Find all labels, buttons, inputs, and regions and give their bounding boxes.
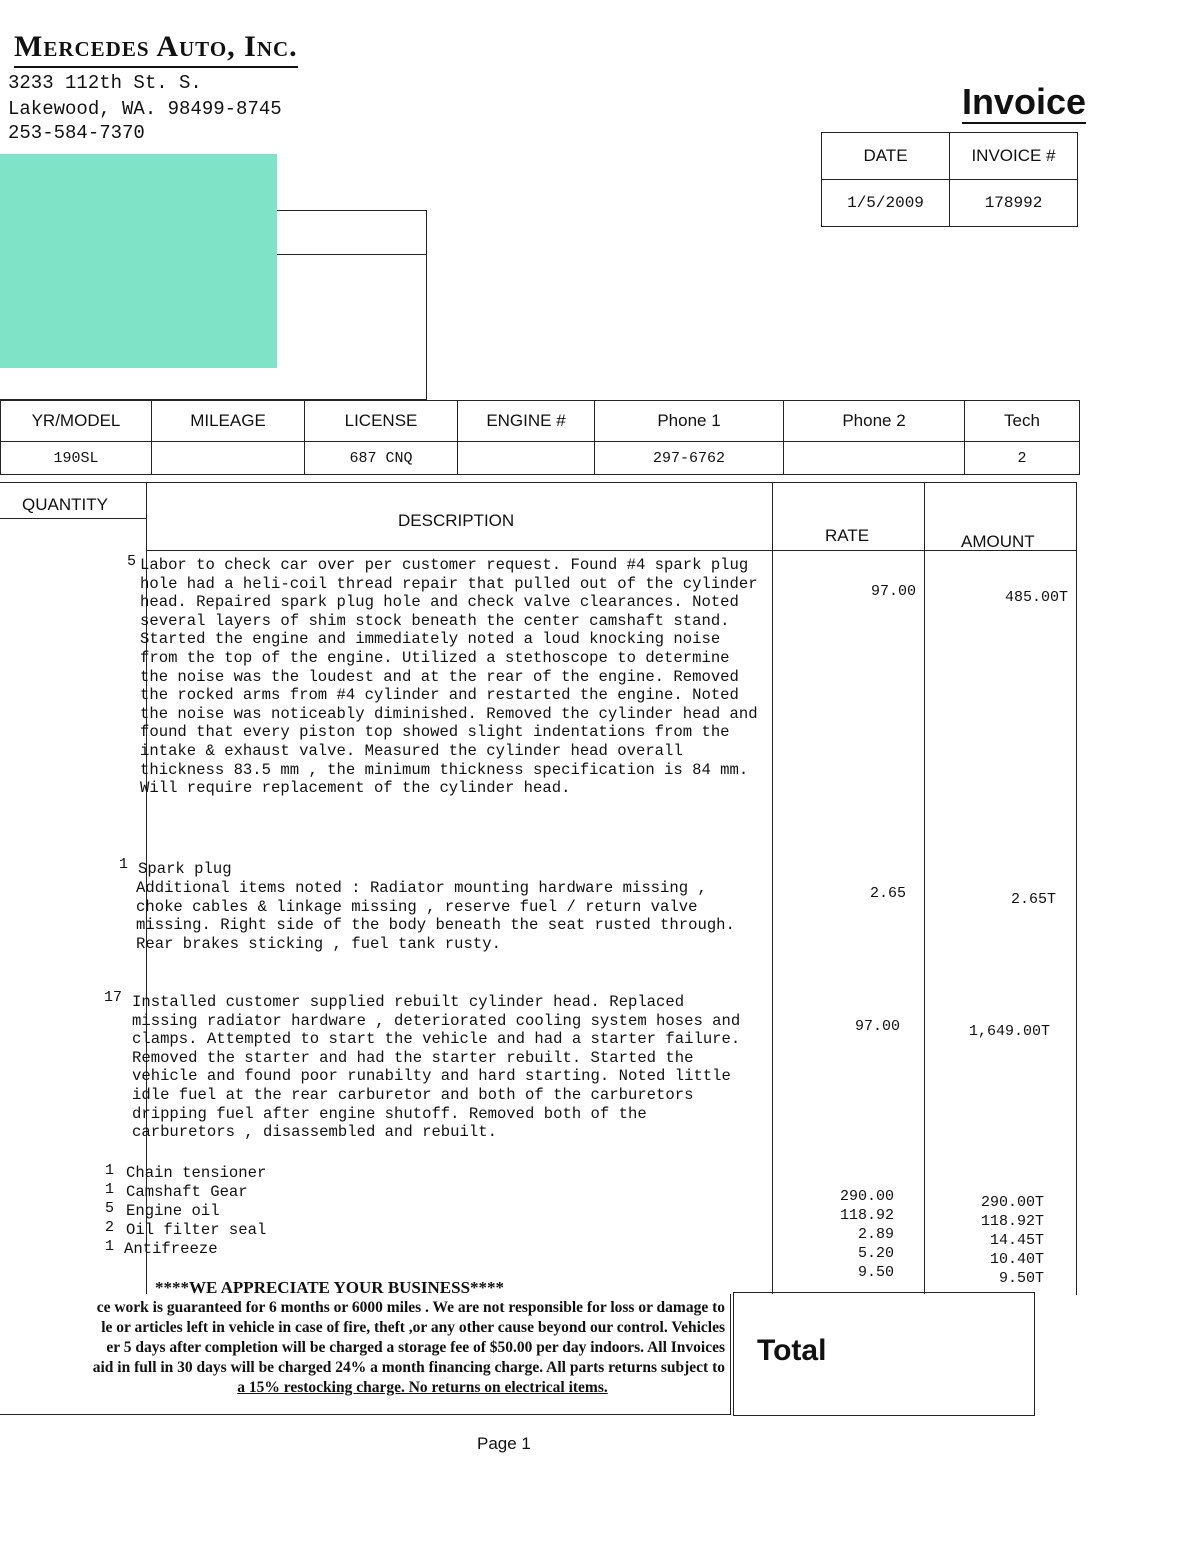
invoice-number-header: INVOICE # — [950, 133, 1078, 180]
vehicle-engine — [458, 442, 595, 475]
vehicle-header-mileage: MILEAGE — [152, 401, 305, 442]
item-description: Camshaft Gear — [126, 1183, 248, 1201]
item-rate: 97.00 — [870, 583, 916, 600]
vehicle-phone1: 297-6762 — [595, 442, 784, 475]
column-divider-rate — [924, 482, 925, 1294]
vehicle-header-yr-model: YR/MODEL — [1, 401, 152, 442]
item-description: Additional items noted : Radiator mounting hardware missing , choke cables & linkage missing , reserve fuel / return valve missing. Right side of the body beneath the seat rusted through. Rear brakes sticking , fuel tank rusty. — [136, 879, 745, 953]
column-divider-description — [772, 482, 773, 1294]
item-rate: 97.00 — [854, 1018, 900, 1035]
terms-line: ce work is guaranteed for 6 months or 6000 miles . We are not responsible for loss or damage to — [96, 1299, 725, 1316]
item-rate: 290.00 — [839, 1188, 894, 1205]
company-address-line2: Lakewood, WA. 98499-8745 — [8, 98, 282, 120]
item-rate: 5.20 — [857, 1245, 894, 1262]
vehicle-header-license: LICENSE — [305, 401, 458, 442]
item-qty: 2 — [104, 1219, 114, 1236]
item-amount: 290.00T — [980, 1194, 1044, 1211]
item-qty: 5 — [126, 553, 136, 570]
vehicle-license: 687 CNQ — [305, 442, 458, 475]
vehicle-phone2 — [784, 442, 965, 475]
terms-text — [0, 1298, 725, 1398]
terms-line: le or articles left in vehicle in case of fire, theft ,or any other cause beyond our control. Vehicles — [101, 1319, 725, 1336]
item-qty: 1 — [118, 856, 128, 873]
company-address-line1: 3233 112th St. S. — [8, 72, 202, 94]
item-description: Chain tensioner — [126, 1164, 267, 1182]
header-underline-main — [146, 550, 1076, 551]
item-rate: 9.50 — [857, 1264, 894, 1281]
vehicle-tech: 2 — [965, 442, 1080, 475]
total-label: Total — [757, 1334, 827, 1367]
thank-you-message: ****WE APPRECIATE YOUR BUSINESS**** — [155, 1278, 505, 1297]
item-qty: 5 — [104, 1200, 114, 1217]
document-title: Invoice — [961, 81, 1086, 122]
item-qty: 1 — [104, 1162, 114, 1179]
invoice-info-table — [821, 132, 1078, 227]
redaction-block — [0, 154, 277, 368]
item-qty: 1 — [104, 1181, 114, 1198]
item-description: Antifreeze — [124, 1240, 218, 1258]
item-description: Oil filter seal — [126, 1221, 267, 1239]
terms-line: aid in full in 30 days will be charged 24% a month financing charge. All parts returns subject to — [92, 1359, 725, 1376]
item-qty: 1 — [104, 1238, 114, 1255]
item-amount: 118.92T — [980, 1213, 1044, 1230]
amount-header: AMOUNT — [961, 532, 1035, 551]
item-description: Spark plug — [138, 860, 232, 878]
vehicle-header-engine: ENGINE # — [458, 401, 595, 442]
item-amount: 9.50T — [998, 1270, 1044, 1287]
item-rate: 2.89 — [857, 1226, 894, 1243]
header-underline-quantity — [0, 518, 146, 519]
item-qty: 17 — [103, 989, 122, 1006]
quantity-header: QUANTITY — [22, 495, 108, 514]
vehicle-table — [0, 400, 1080, 475]
item-amount: 485.00T — [1004, 589, 1068, 606]
vehicle-header-phone1: Phone 1 — [595, 401, 784, 442]
vehicle-mileage — [152, 442, 305, 475]
description-header: DESCRIPTION — [398, 511, 515, 530]
item-description: Engine oil — [126, 1202, 220, 1220]
rate-header: RATE — [825, 526, 870, 545]
invoice-date: 1/5/2009 — [822, 180, 950, 227]
item-amount: 2.65T — [1010, 891, 1056, 908]
bill-to-divider — [277, 254, 426, 255]
item-description: Labor to check car over per customer request. Found #4 spark plug hole had a heli-coil thread repair that pulled out of the cylinder head. Repaired spark plug hole and check valve clearances. Noted several layers of shim stock beneath the center camshaft stand. Started the engine and immediately noted a loud knocking noise from the top of the engine. Utilized a stethoscope to determine the noise was the loudest and at the rear of the engine. Removed the rocked arms from #4 cylinder and restarted the engine. Noted the noise was noticeably diminished. Removed the cylinder head and found that every piston top showed slight indentations from the intake & exhaust valve. Measured the cylinder head overall thickness 83.5 mm , the minimum thickness specification is 84 mm. Will require replacement of the cylinder head. — [140, 556, 767, 798]
item-amount: 10.40T — [989, 1251, 1044, 1268]
invoice-number: 178992 — [950, 180, 1078, 227]
company-name: Mercedes Auto, Inc. — [14, 30, 298, 68]
item-amount: 14.45T — [989, 1232, 1044, 1249]
terms-line: er 5 days after completion will be charged a storage fee of $50.00 per day indoors. All Invoices — [106, 1339, 725, 1356]
item-amount: 1,649.00T — [968, 1023, 1050, 1040]
item-rate: 118.92 — [839, 1207, 894, 1224]
terms-line: a 15% restocking charge. No returns on electrical items. — [237, 1379, 608, 1396]
company-phone: 253-584-7370 — [8, 122, 145, 144]
date-header: DATE — [822, 133, 950, 180]
vehicle-header-phone2: Phone 2 — [784, 401, 965, 442]
vehicle-yr-model: 190SL — [1, 442, 152, 475]
page-number: Page 1 — [477, 1434, 531, 1453]
item-description: Installed customer supplied rebuilt cylinder head. Replaced missing radiator hardware , deteriorated cooling system hoses and clamps. Attempted to start the vehicle and had a starter failure. Removed the starter and had the starter rebuilt. Started the vehicle and found poor runabilty and hard starting. Noted little idle fuel at the rear carburetor and both of the carburetors dripping fuel after engine shutoff. Removed both of the carburetors , disassembled and rebuilt. — [132, 993, 750, 1142]
vehicle-header-tech: Tech — [965, 401, 1080, 442]
item-rate: 2.65 — [869, 885, 906, 902]
